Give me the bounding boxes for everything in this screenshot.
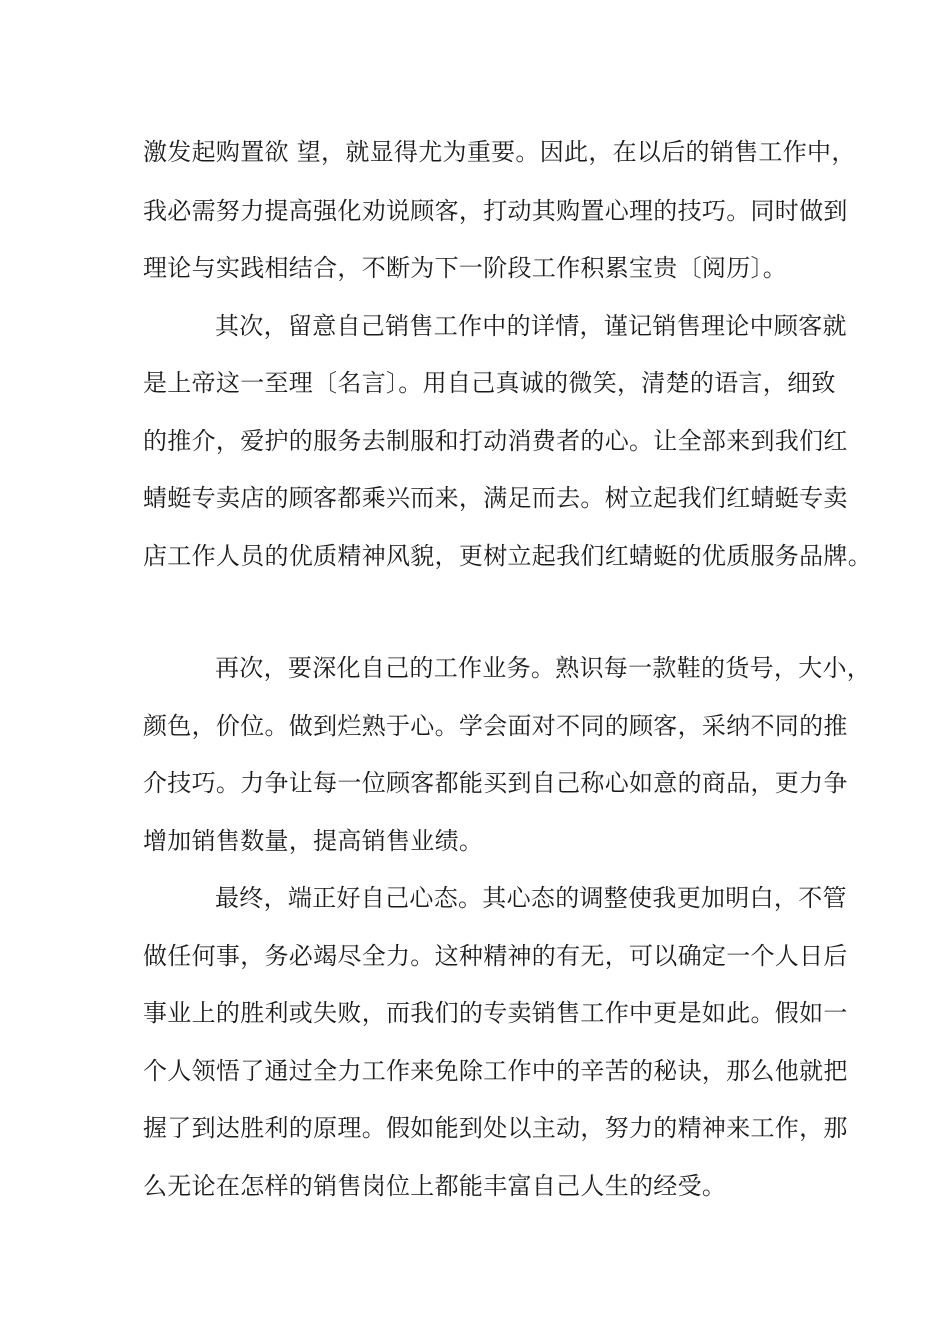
text-line: 个人领悟了通过全力工作来免除工作中的辛苦的秘诀，那么他就把 bbox=[143, 1057, 848, 1085]
text-line: 做任何事，务必竭尽全力。这种精神的有无，可以确定一个人日后 bbox=[143, 942, 848, 970]
text-line: 的推介，爱护的服务去制服和打动消费者的心。让全部来到我们红 bbox=[143, 427, 848, 455]
text-line: 增加销售数量，提高销售业绩。 bbox=[143, 827, 484, 855]
text-line: 其次，留意自己销售工作中的详情，谨记销售理论中顾客就 bbox=[215, 312, 847, 340]
text-line: 理论与实践相结合，不断为下一阶段工作积累宝贵〔阅历〕。 bbox=[143, 254, 788, 282]
text-line: 握了到达胜利的原理。假如能到处以主动，努力的精神来工作，那 bbox=[143, 1114, 848, 1142]
text-line: 介技巧。力争让每一位顾客都能买到自己称心如意的商品，更力争 bbox=[143, 769, 848, 797]
text-line: 蜻蜓专卖店的顾客都乘兴而来，满足而去。树立起我们红蜻蜓专卖 bbox=[143, 484, 848, 512]
text-line: 我必需努力提高强化劝说顾客，打动其购置心理的技巧。同时做到 bbox=[143, 197, 848, 225]
text-line: 再次，要深化自己的工作业务。熟识每一款鞋的货号，大小， bbox=[215, 654, 872, 682]
text-line: 颜色，价位。做到烂熟于心。学会面对不同的顾客，采纳不同的推 bbox=[143, 712, 848, 740]
text-line: 么无论在怎样的销售岗位上都能丰富自己人生的经受。 bbox=[143, 1172, 727, 1200]
text-line: 最终，端正好自己心态。其心态的调整使我更加明白，不管 bbox=[215, 884, 847, 912]
text-line: 事业上的胜利或失败，而我们的专卖销售工作中更是如此。假如一 bbox=[143, 999, 848, 1027]
text-line: 是上帝这一至理〔名言〕。用自己真诚的微笑，清楚的语言，细致 bbox=[143, 369, 836, 397]
text-line: 店工作人员的优质精神风貌，更树立起我们红蜻蜓的优质服务品牌。 bbox=[143, 542, 872, 570]
text-line: 激发起购置欲 望，就显得尤为重要。因此，在以后的销售工作中， bbox=[143, 138, 856, 166]
